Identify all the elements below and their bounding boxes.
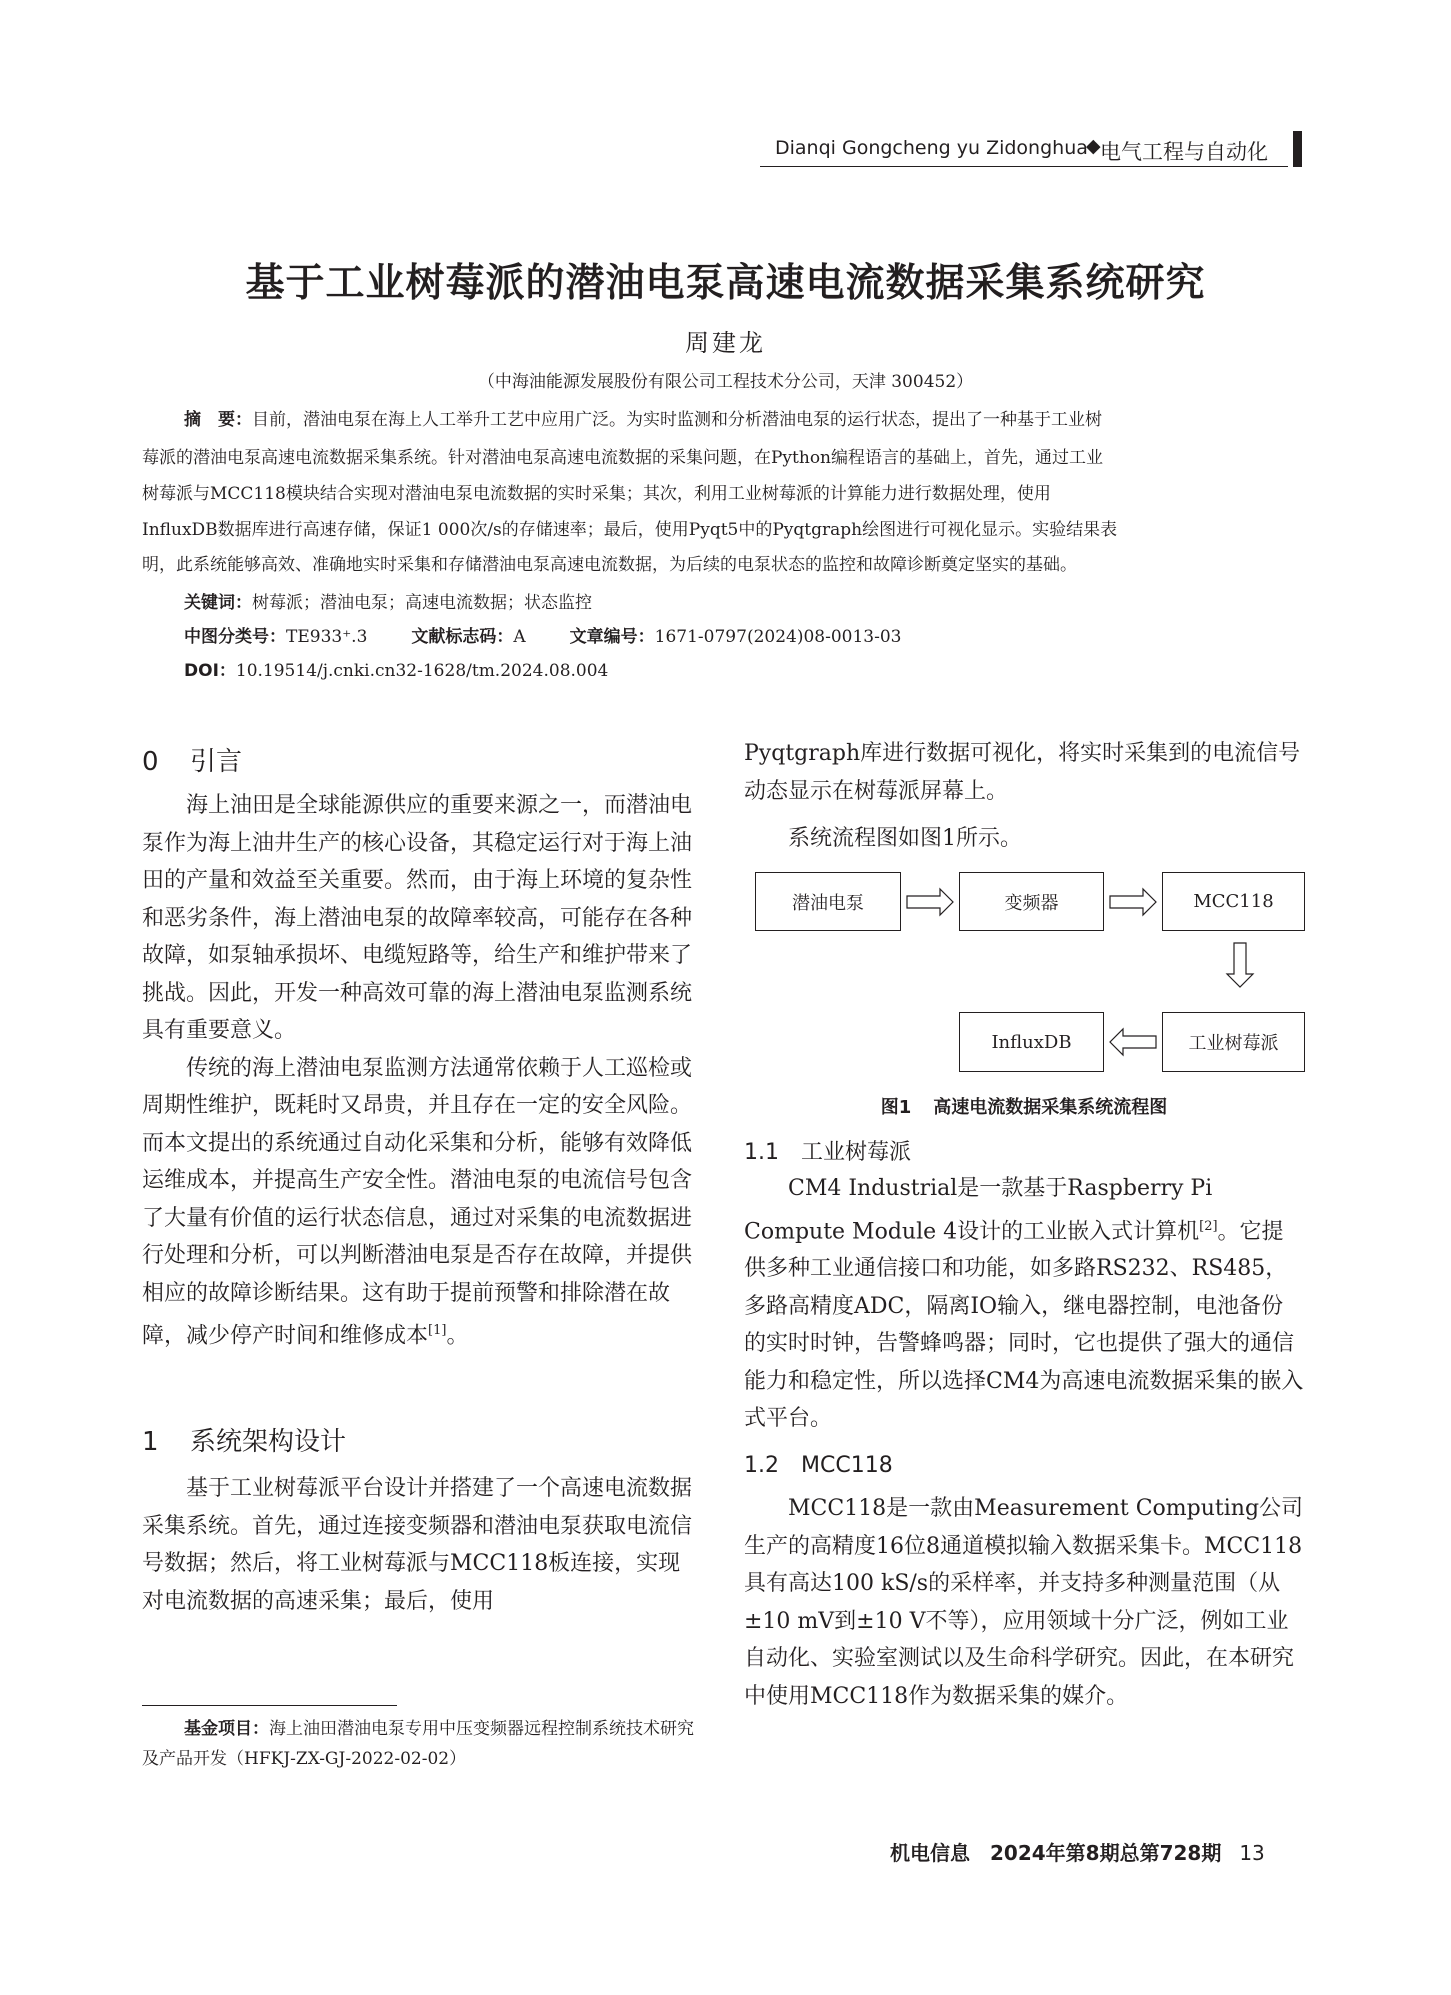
paragraph: 基于工业树莓派平台设计并搭建了一个高速电流数据采集系统。首先，通过连接变频器和潜油电泵获取电流信号数据；然后，将工业树莓派与MCC118板连接，实现对电流数据的高速采集；最后，使用 bbox=[142, 1476, 693, 1614]
section-heading bbox=[142, 1421, 346, 1458]
page-number: 13 bbox=[1239, 1841, 1265, 1865]
doi-label: DOI： bbox=[184, 661, 236, 681]
subsection-heading bbox=[744, 1453, 893, 1478]
section-title: 系统架构设计 bbox=[190, 1427, 347, 1457]
arrow-left-icon bbox=[1110, 1029, 1156, 1055]
arrow-down-icon bbox=[1227, 943, 1253, 987]
doc-code-value: A bbox=[513, 627, 526, 647]
keywords bbox=[184, 588, 592, 613]
arrow-right-icon bbox=[1110, 889, 1156, 915]
subsection-heading bbox=[744, 1135, 911, 1166]
subsection-title: MCC118 bbox=[801, 1453, 893, 1478]
paragraph: 系统流程图如图1所示。 bbox=[788, 826, 1022, 851]
flow-box-pump: 潜油电泵 bbox=[755, 872, 901, 931]
abstract-line bbox=[142, 405, 1304, 435]
author-name: 周建龙 bbox=[685, 329, 766, 357]
header-rule bbox=[760, 166, 1288, 167]
footnote-rule bbox=[142, 1705, 397, 1706]
keywords-label: 关键词： bbox=[184, 593, 252, 613]
section-title: 引言 bbox=[190, 747, 243, 777]
author-affiliation: （中海油能源发展股份有限公司工程技术分公司，天津 300452） bbox=[477, 372, 974, 392]
doi bbox=[184, 656, 608, 681]
flow-box-vfd: 变频器 bbox=[959, 872, 1104, 931]
abstract-line: 莓派的潜油电泵高速电流数据采集系统。针对潜油电泵高速电流数据的采集问题，在Python编程语言的基础上，首先，通过工业 bbox=[142, 448, 1104, 468]
paragraph: CM4 Industrial是一款基于Raspberry Pi Compute Module 4设计的工业嵌入式计算机[2]。它提供多种工业通信接口和功能，如多路RS232、RS485，多路高精度ADC，隔离IO输入，继电器控制，电池备份的实时时钟，告警蜂鸣器；同时，它也提供了强大的通信能力和稳定性，所以选择CM4为高速电流数据采集的嵌入式平台。 bbox=[744, 1176, 1304, 1432]
article-title: 基于工业树莓派的潜油电泵高速电流数据采集系统研究 bbox=[245, 261, 1206, 306]
abstract-label: 摘 要： bbox=[184, 410, 252, 430]
classification-info bbox=[184, 622, 902, 647]
header-bar bbox=[1293, 131, 1302, 167]
footnote-text: 海上油田潜油电泵专用中压变频器远程控制系统技术研究及产品开发（HFKJ-ZX-GJ-2022-02-02） bbox=[142, 1719, 694, 1769]
flow-box-mcc118: MCC118 bbox=[1162, 872, 1305, 931]
footnote bbox=[142, 1714, 702, 1774]
flow-box-raspberry-pi: 工业树莓派 bbox=[1162, 1012, 1305, 1072]
section-number: 1 bbox=[142, 1427, 159, 1457]
clc-value: TE933⁺.3 bbox=[286, 627, 368, 647]
journal-name-cn: 电气工程与自动化 bbox=[1100, 140, 1268, 164]
arrow-right-icon bbox=[907, 889, 953, 915]
keywords-text: 树莓派；潜油电泵；高速电流数据；状态监控 bbox=[252, 593, 592, 613]
paragraph: 传统的海上潜油电泵监测方法通常依赖于人工巡检或周期性维护，既耗时又昂贵，并且存在一定的安全风险。而本文提出的系统通过自动化采集和分析，能够有效降低运维成本，并提高生产安全性。潜油电泵的电流信号包含了大量有价值的运行状态信息，通过对采集的电流数据进行处理和分析，可以判断潜油电泵是否存在故障，并提供相应的故障诊断结果。这有助于提前预警和排除潜在故障，减少停产时间和维修成本[1]。 bbox=[142, 1055, 693, 1349]
journal-name-pinyin: Dianqi Gongcheng yu Zidonghua bbox=[775, 137, 1088, 159]
diamond-icon: ◆ bbox=[1086, 135, 1101, 157]
section-number: 0 bbox=[142, 747, 159, 777]
abstract-line: InfluxDB数据库进行高速存储，保证1 000次/s的存储速率；最后，使用Pyqt5中的Pyqtgraph绘图进行可视化显示。实验结果表 bbox=[142, 520, 1118, 540]
running-header bbox=[760, 131, 1302, 167]
footer-issue: 2024年第8期总第728期 bbox=[990, 1841, 1222, 1865]
doc-code-label: 文献标志码： bbox=[411, 627, 514, 647]
footer-journal: 机电信息 bbox=[890, 1841, 970, 1865]
intro-body bbox=[142, 787, 702, 1355]
figure-caption bbox=[744, 1093, 1304, 1119]
section-heading bbox=[142, 741, 242, 778]
citation: [2] bbox=[1199, 1218, 1218, 1234]
flow-box-influxdb: InfluxDB bbox=[959, 1012, 1104, 1072]
abstract-line: 树莓派与MCC118模块结合实现对潜油电泵电流数据的实时采集；其次，利用工业树莓派的计算能力进行数据处理，使用 bbox=[142, 484, 1051, 504]
article-number-label: 文章编号： bbox=[569, 627, 655, 647]
citation: [1] bbox=[428, 1323, 447, 1338]
paragraph: MCC118是一款由Measurement Computing公司生产的高精度16位8通道模拟输入数据采集卡。MCC118具有高达100 kS/s的采样率，并支持多种测量范围（从±10 mV到±10 V不等），应用领域十分广泛，例如工业自动化、实验室测试以及生命科学研究。因此，在本研究中使用MCC118作为数据采集的媒介。 bbox=[744, 1496, 1304, 1709]
clc-label: 中图分类号： bbox=[184, 627, 286, 647]
subsection-number: 1.1 bbox=[744, 1140, 779, 1165]
subsection-number: 1.2 bbox=[744, 1453, 779, 1478]
abstract-line: 明，此系统能够高效、准确地实时采集和存储潜油电泵高速电流数据，为后续的电泵状态的监控和故障诊断奠定坚实的基础。 bbox=[142, 555, 1077, 575]
paragraph: Pyqtgraph库进行数据可视化，将实时采集到的电流信号动态显示在树莓派屏幕上。 bbox=[744, 741, 1301, 804]
figure-caption-text: 高速电流数据采集系统流程图 bbox=[933, 1097, 1168, 1118]
subsection-title: 工业树莓派 bbox=[801, 1140, 912, 1165]
paragraph: 海上油田是全球能源供应的重要来源之一，而潜油电泵作为海上油井生产的核心设备，其稳定运行对于海上油田的产量和效益至关重要。然而，由于海上环境的复杂性和恶劣条件，海上潜油电泵的故障率较高，可能存在各种故障，如泵轴承损坏、电缆短路等，给生产和维护带来了挑战。因此，开发一种高效可靠的海上潜油电泵监测系统具有重要意义。 bbox=[142, 793, 693, 1043]
article-number-value: 1671-0797(2024)08-0013-03 bbox=[654, 627, 902, 647]
doi-value: 10.19514/j.cnki.cn32-1628/tm.2024.08.004 bbox=[235, 661, 609, 681]
footnote-label: 基金项目： bbox=[184, 1719, 269, 1739]
figure-number: 图1 bbox=[880, 1097, 912, 1118]
abstract-text: 目前，潜油电泵在海上人工举升工艺中应用广泛。为实时监测和分析潜油电泵的运行状态，提出了一种基于工业树 bbox=[252, 410, 1102, 430]
page-footer bbox=[890, 1837, 1265, 1866]
